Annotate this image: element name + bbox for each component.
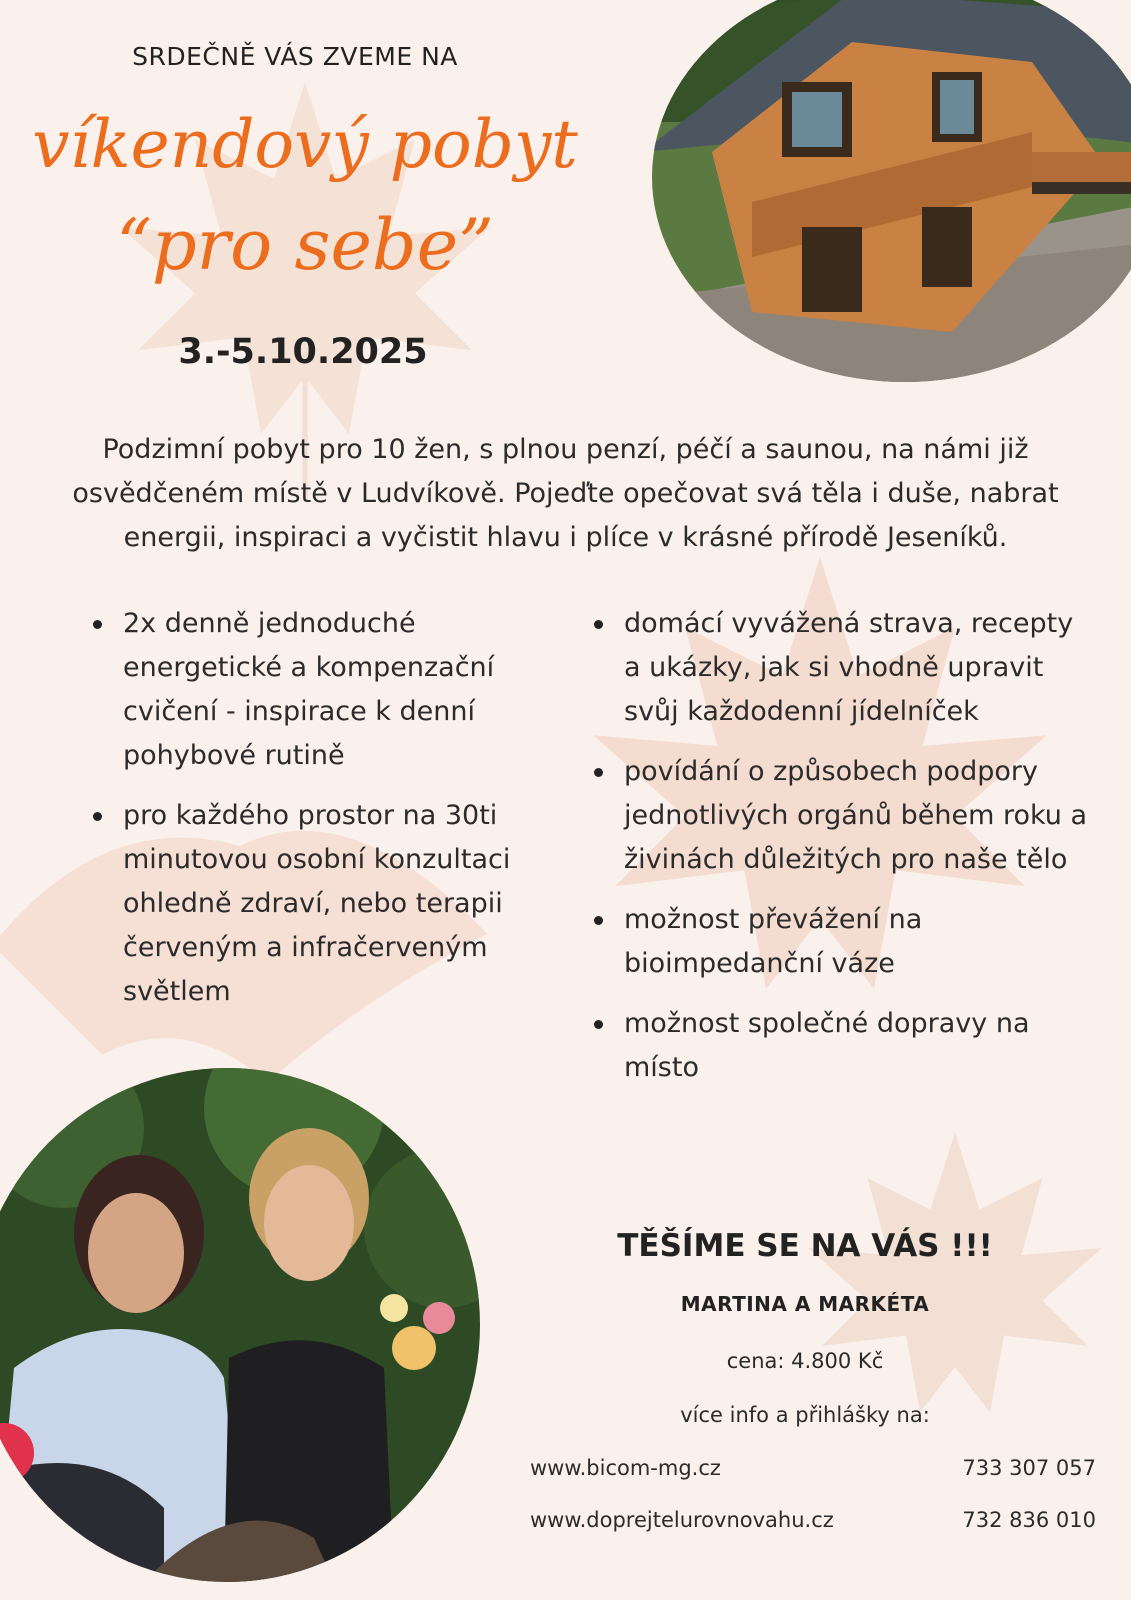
- list-item: domácí vyvážená strava, recepty a ukázky, jak si vhodně upravit svůj každodenní jídelníček: [592, 602, 1097, 734]
- closing-line: TĚŠÍME SE NA VÁS !!!: [617, 1228, 993, 1264]
- list-item: pro každého prostor na 30ti minutovou osobní konzultaci ohledně zdraví, nebo terapii červeným a infračerveným světlem: [91, 794, 561, 1014]
- list-item: povídání o způsobech podpory jednotlivých orgánů během roku a živinách důležitých pro naše tělo: [592, 750, 1097, 882]
- program-list-left: [91, 602, 561, 1030]
- contact-row: [530, 1508, 1096, 1532]
- list-item: možnost převážení na bioimpedanční váze: [592, 898, 1097, 986]
- price-text: cena: 4.800 Kč: [726, 1349, 884, 1373]
- website-link[interactable]: www.bicom-mg.cz: [530, 1456, 721, 1480]
- chalet-photo: [652, 0, 1131, 382]
- intro-paragraph: Podzimní pobyt pro 10 žen, s plnou penzí, péčí a saunou, na námi již osvědčeném místě v Ludvíkově. Pojeďte opečovat svá těla i duše, nabrat energii, inspiraci a vyčistit hlavu i plíce v krásné přírodě Jeseníků.: [72, 434, 1059, 553]
- contact-row: [530, 1456, 1096, 1480]
- phone-number: 732 836 010: [962, 1508, 1096, 1532]
- phone-number: 733 307 057: [962, 1456, 1096, 1480]
- organizers-photo: [0, 1068, 480, 1582]
- event-title-line1: víkendový pobyt: [32, 106, 578, 183]
- more-info-text: více info a přihlášky na:: [680, 1403, 930, 1427]
- event-date: 3.-5.10.2025: [178, 332, 428, 372]
- organizers-names: MARTINA A MARKÉTA: [680, 1292, 930, 1316]
- program-list-right: [592, 602, 1097, 1106]
- invitation-heading: SRDEČNĚ VÁS ZVEME NA: [132, 42, 458, 71]
- list-item: možnost společné dopravy na místo: [592, 1002, 1097, 1090]
- website-link[interactable]: www.doprejtelurovnovahu.cz: [530, 1508, 834, 1532]
- event-title-line2: “pro sebe”: [116, 204, 494, 286]
- maple-leaf-decoration-bottom: [780, 1080, 1130, 1500]
- list-item: 2x denně jednoduché energetické a kompenzační cvičení - inspirace k denní pohybové rutině: [91, 602, 561, 778]
